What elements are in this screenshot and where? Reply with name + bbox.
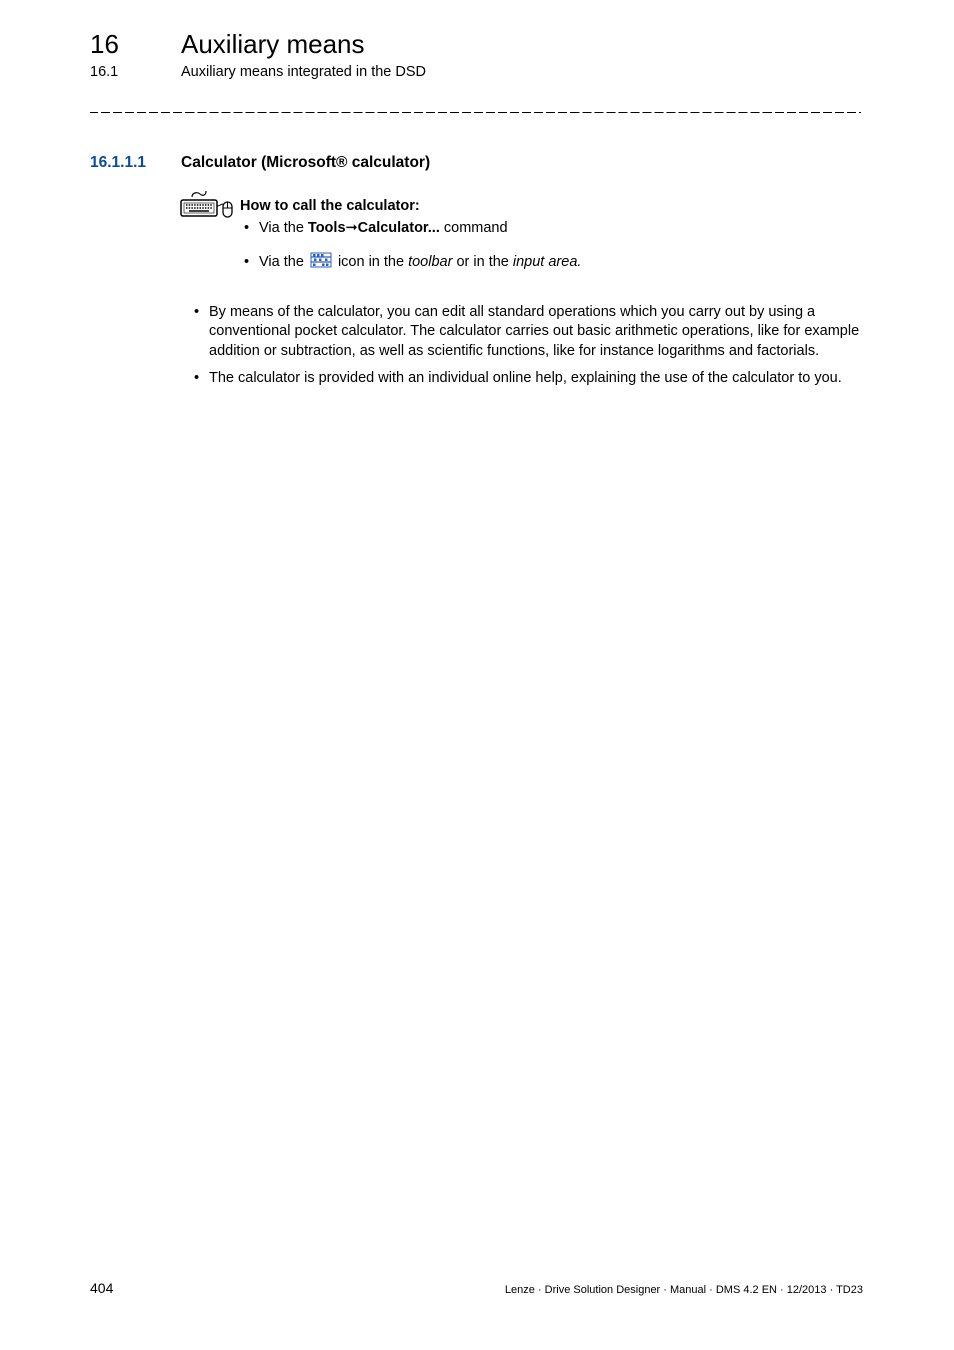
calculator-icon — [310, 252, 332, 268]
footer-text: Lenze · Drive Solution Designer · Manual · DMS 4.2 EN · 12/2013 · TD23 — [504, 1284, 863, 1296]
howto-item-menu-prefix: Via the — [259, 220, 308, 236]
toolbar-term: toolbar — [408, 254, 453, 270]
howto-item-icon-mid2: or in the — [452, 254, 513, 270]
subsection-title: Calculator (Microsoft® calculator) — [181, 154, 431, 171]
howto-item-menu-suffix: command — [439, 220, 508, 236]
bullet: • — [244, 254, 250, 270]
bullet: • — [194, 370, 200, 387]
howto-list — [244, 218, 844, 272]
body-list — [194, 303, 864, 389]
header-divider — [90, 112, 861, 113]
menu-command-path: Tools➞Calculator... — [307, 220, 440, 236]
subsection-number: 16.1.1.1 — [90, 154, 147, 171]
page-number: 404 — [90, 1280, 114, 1296]
list-item — [194, 369, 864, 388]
section-number: 16.1 — [90, 64, 119, 80]
chapter-title: Auxiliary means — [181, 29, 365, 59]
howto-item-menu — [244, 218, 844, 238]
list-item — [194, 303, 864, 361]
howto-item-icon — [244, 252, 844, 272]
bullet: • — [244, 220, 250, 236]
howto-heading: How to call the calculator: — [240, 198, 420, 214]
howto-item-icon-mid1: icon in the — [333, 254, 409, 270]
input-area-term: input area. — [512, 254, 582, 270]
howto-item-icon-prefix: Via the — [259, 254, 308, 270]
bullet: • — [194, 304, 200, 320]
chapter-number: 16 — [90, 29, 119, 59]
list-item-text: The calculator is provided with an individual online help, explaining the use of the calculator to you. — [209, 370, 842, 387]
list-item-text: By means of the calculator, you can edit all standard operations which you carry out by using a conventional pocket calculator. The calculator carries out basic arithmetic operations, like for example addition or subtraction, as well as scientific functions, like for instance logarithms and factorials. — [209, 304, 860, 359]
keyboard-mouse-icon — [180, 188, 236, 220]
section-title: Auxiliary means integrated in the DSD — [181, 64, 427, 80]
